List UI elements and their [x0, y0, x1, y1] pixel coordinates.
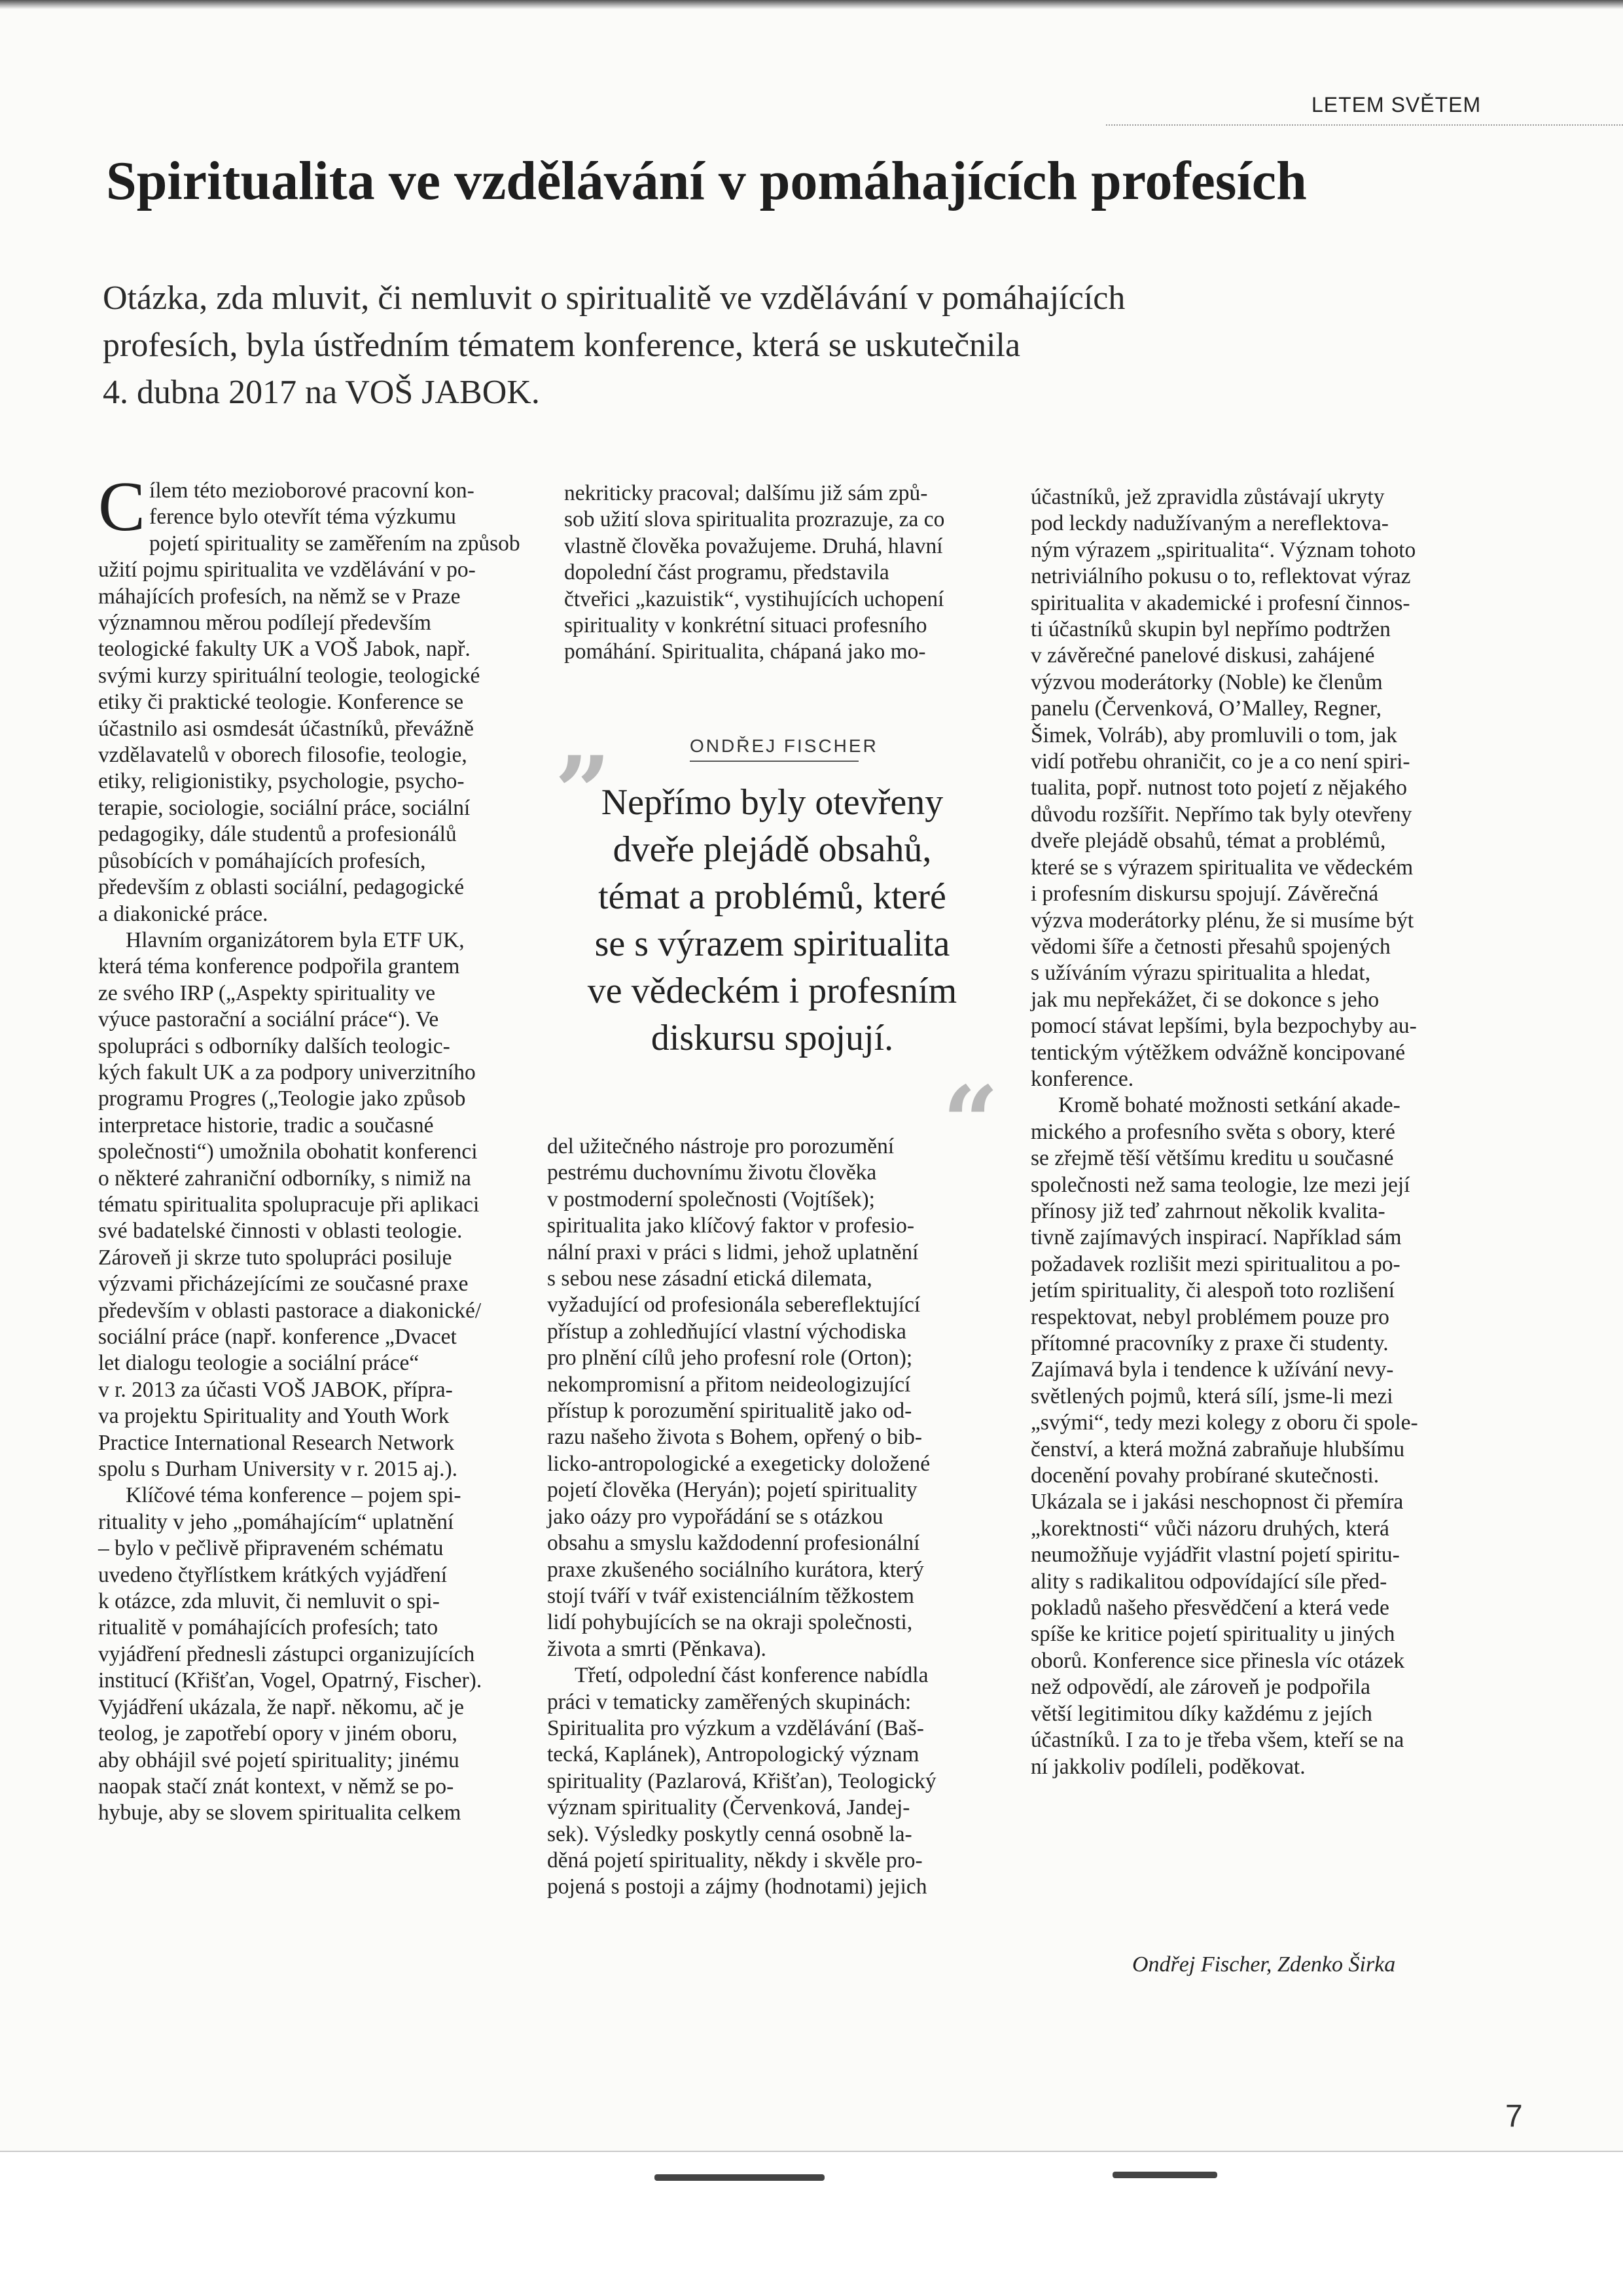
text-line: teologické fakulty UK a VOŠ Jabok, např. — [98, 637, 471, 662]
text-line: máhajících profesích, na němž se v Praze — [98, 584, 461, 609]
text-line: ílem této mezioborové pracovní kon- — [149, 478, 474, 503]
text-line: k otázce, zda mluvit, či nemluvit o spi- — [98, 1589, 440, 1614]
pull-quote — [543, 779, 1001, 1062]
text-line: Klíčové téma konference – pojem spi- — [126, 1483, 461, 1508]
text-line: Vyjádření ukázala, že např. někomu, ač je — [98, 1695, 464, 1719]
text-line: razu našeho života s Bohem, opřený o bib- — [547, 1425, 923, 1450]
text-line: spíše ke kritice pojetí spirituality u jiných — [1031, 1622, 1395, 1647]
text-line: pomocí stávat lepšími, byla bezpochyby au- — [1031, 1014, 1417, 1039]
section-label: LETEM SVĚTEM — [1311, 93, 1482, 117]
text-line: ní jakkoliv podíleli, poděkovat. — [1031, 1754, 1306, 1779]
text-line: pro plnění cílů jeho profesní role (Orton); — [547, 1346, 913, 1371]
text-line: nální praxi v práci s lidmi, jehož uplatnění — [547, 1240, 919, 1265]
text-line: naopak stačí znát kontext, v němž se po- — [98, 1774, 454, 1799]
text-line: především z oblasti sociální, pedagogické — [98, 875, 465, 900]
quote-open-icon: „ — [556, 679, 613, 794]
page-number: 7 — [1505, 2099, 1523, 2134]
text-line: Třetí, odpolední část konference nabídla — [575, 1663, 929, 1688]
text-line: spirituality (Pazlarová, Křišťan), Teologický — [547, 1768, 936, 1793]
text-line: požadavek rozlišit mezi spiritualitou a po- — [1031, 1251, 1400, 1276]
text-line: aby obhájil své pojetí spirituality; jinému — [98, 1748, 459, 1772]
drop-cap: C — [98, 468, 146, 546]
text-line: větší legitimitou díky každému z jejích — [1031, 1701, 1372, 1726]
scan-bottom-area — [0, 2152, 1623, 2296]
text-line: hybuje, aby se slovem spiritualita celkem — [98, 1801, 461, 1825]
text-line: del užitečného nástroje pro porozumění — [547, 1134, 895, 1158]
text-line: čenství, a která možná zabraňuje hlubšímu — [1031, 1437, 1405, 1462]
text-line: nekompromisní a přitom neideologizující — [547, 1372, 911, 1397]
text-line: tentickým výtěžkem odvážně koncipované — [1031, 1040, 1406, 1065]
pull-quote-line: diskursu spojují. — [651, 1018, 894, 1058]
text-line: etiky, religionistiky, psychologie, psycho- — [98, 769, 465, 794]
column-2-top — [564, 480, 996, 666]
text-line: teolog, je zapotřebí opory v jiném oboru, — [98, 1721, 457, 1746]
text-line: spolu s Durham University v r. 2015 aj.). — [98, 1457, 457, 1482]
text-line: s užíváním výrazu spiritualita a hledat, — [1031, 961, 1371, 986]
text-line: důvodu rozšířit. Nepřímo tak byly otevřeny — [1031, 802, 1412, 827]
scan-top-edge — [0, 0, 1623, 9]
text-line: výzvou moderátorky (Noble) ke členům — [1031, 670, 1383, 694]
text-line: panelu (Červenková, O’Malley, Regner, — [1031, 696, 1382, 721]
text-line: společnosti než sama teologie, lze mezi její — [1031, 1172, 1410, 1197]
text-line: oborů. Konference sice přinesla víc otázek — [1031, 1648, 1405, 1673]
text-line: konference. — [1031, 1066, 1134, 1091]
text-line: svými kurzy spirituální teologie, teologické — [98, 663, 480, 688]
text-line: vyžadující od profesionála sebereflektující — [547, 1293, 921, 1318]
text-line: společnosti“) umožnila obohatit konferenci — [98, 1139, 478, 1164]
text-line: práci v tematicky zaměřených skupinách: — [547, 1689, 912, 1714]
pull-quote-line: ve vědeckém i profesním — [587, 971, 957, 1011]
text-line: přístup a zohledňující vlastní východiska — [547, 1319, 906, 1344]
text-line: i profesním diskursu spojují. Závěrečná — [1031, 882, 1379, 906]
text-line: ality s radikalitou odpovídající síle před- — [1031, 1569, 1387, 1594]
lead-line: Otázka, zda mluvit, či nemluvit o spiritualitě ve vzdělávání v pomáhajících — [103, 279, 1126, 317]
text-line: tecká, Kaplánek), Antropologický význam — [547, 1742, 919, 1767]
text-line: kých fakult UK a za podpory univerzitního — [98, 1060, 476, 1085]
text-line: spiritualita jako klíčový faktor v profesio- — [547, 1213, 914, 1238]
pull-quote-line: Nepřímo byly otevřeny — [601, 782, 944, 823]
text-line: praxe zkušeného sociálního kurátora, který — [547, 1557, 924, 1582]
text-line: etiky či praktické teologie. Konference se — [98, 690, 464, 715]
article-lead — [103, 275, 1412, 416]
article-signature: Ondřej Fischer, Zdenko Širka — [1132, 1952, 1396, 1977]
text-line: přítomné pracovníky z praxe či studenty. — [1031, 1331, 1389, 1355]
text-line: vlastně člověka považujeme. Druhá, hlavní — [564, 533, 943, 558]
text-line: účastnilo asi osmdesát účastníků, převážně — [98, 716, 474, 741]
text-line: pojená s postoji a zájmy (hodnotami) jejich — [547, 1874, 927, 1899]
text-line: Ukázala se i jakási neschopnost či přemíra — [1031, 1490, 1404, 1515]
text-line: – bylo v pečlivě připraveném schématu — [98, 1536, 444, 1561]
text-line: účastníků. I za to je třeba všem, kteří se na — [1031, 1728, 1404, 1753]
text-line: interpretace historie, tradic a současné — [98, 1113, 434, 1138]
text-line: docenění povahy probírané skutečnosti. — [1031, 1463, 1380, 1488]
text-line: své badatelské činnosti v oblasti teologie. — [98, 1219, 463, 1244]
text-line: vidí potřebu ohraničit, co je a co není spiri- — [1031, 749, 1410, 774]
text-line: nekriticky pracoval; dalšímu již sám způ- — [564, 481, 928, 505]
text-line: a diakonické práce. — [98, 901, 268, 926]
text-line: neumožňuje vyjádřit vlastní pojetí spiritu- — [1031, 1543, 1400, 1568]
text-line: sob užití slova spiritualita prozrazuje, za co — [564, 507, 945, 532]
text-line: vědomi šíře a četnosti přesahů spojených — [1031, 934, 1391, 959]
text-line: va projektu Spirituality and Youth Work — [98, 1404, 450, 1429]
column-1 — [98, 468, 543, 1827]
pull-quote-line: se s výrazem spiritualita — [594, 924, 950, 964]
text-line: licko-antropologické a exegeticky doložené — [547, 1451, 931, 1476]
text-line: ference bylo otevřít téma výzkumu — [149, 505, 456, 529]
text-line: netriviálního pokusu o to, reflektovat výraz — [1031, 564, 1411, 589]
text-line: spirituality v konkrétní situaci profesního — [564, 613, 927, 638]
text-line: především v oblasti pastorace a diakonické/ — [98, 1298, 482, 1323]
text-line: institucí (Křišťan, Vogel, Opatrný, Fischer). — [98, 1668, 482, 1693]
text-line: mického a profesního světa s obory, které — [1031, 1119, 1395, 1144]
text-line: terapie, sociologie, sociální práce, sociální — [98, 795, 471, 820]
text-line: dveře plejádě obsahů, témat a problémů, — [1031, 829, 1386, 853]
text-line: výuce pastorační a sociální práce“). Ve — [98, 1007, 439, 1032]
text-line: přínosy již teď zahrnout několik kvalita- — [1031, 1198, 1385, 1223]
text-line: „korektnosti“ vůči názoru druhých, která — [1031, 1516, 1389, 1541]
text-line: účastníků, jež zpravidla zůstávají ukryty — [1031, 485, 1385, 509]
text-line: s sebou nese zásadní etická dilemata, — [547, 1266, 872, 1291]
pull-quote-line: témat a problémů, které — [598, 876, 946, 917]
text-line: které se s výrazem spiritualita ve vědeckém — [1031, 855, 1414, 880]
text-line: „svými“, tedy mezi kolegy z oboru či spole- — [1031, 1410, 1418, 1435]
text-line: v závěrečné panelové diskusi, zahájené — [1031, 643, 1375, 668]
article-title: Spiritualita ve vzdělávání v pomáhajících profesích — [106, 151, 1307, 211]
text-line: jak mu nepřekážet, či se dokonce s jeho — [1031, 987, 1380, 1012]
text-line: pomáhání. Spiritualita, chápaná jako mo- — [564, 639, 926, 664]
text-line: Zajímavá byla i tendence k užívání nevy- — [1031, 1357, 1394, 1382]
text-line: rituality v jeho „pomáhajícím“ uplatnění — [98, 1509, 454, 1534]
text-line: Kromě bohaté možnosti setkání akade- — [1058, 1093, 1400, 1118]
text-line: význam spirituality (Červenková, Jandej- — [547, 1795, 910, 1820]
quote-close-icon: “ — [942, 1065, 999, 1180]
text-line: ným výrazem „spiritualita“. Význam tohoto — [1031, 537, 1416, 562]
text-line: výzva moderátorky plénu, že si musíme být — [1031, 908, 1414, 933]
text-line: jetím spirituality, či alespoň toto rozlišení — [1031, 1278, 1395, 1303]
column-2-bottom — [547, 1134, 992, 1901]
text-line: tivně zajímavých inspirací. Například sám — [1031, 1225, 1402, 1250]
text-line: sek). Výsledky poskytly cenná osobně la- — [547, 1821, 912, 1846]
text-line: světlených pojmů, která sílí, jsme-li mezi — [1031, 1384, 1393, 1408]
text-line: významnou měrou podílejí především — [98, 611, 431, 636]
text-line: pod leckdy nadužívaným a nereflektova- — [1031, 511, 1389, 536]
text-line: ze svého IRP („Aspekty spirituality ve — [98, 980, 436, 1005]
text-line: pestrému duchovnímu životu člověka — [547, 1160, 877, 1185]
text-line: dopolední část programu, představila — [564, 560, 889, 585]
text-line: respektovat, nebyl problémem pouze pro — [1031, 1304, 1389, 1329]
text-line: než odpovědí, ale zároveň je podpořila — [1031, 1675, 1371, 1700]
text-line: Šimek, Volráb), aby promluvili o tom, jak — [1031, 723, 1397, 747]
text-line: Practice International Research Network — [98, 1430, 455, 1455]
text-line: sociální práce (např. konference „Dvacet — [98, 1325, 457, 1349]
text-line: působících v pomáhajících profesích, — [98, 848, 426, 873]
text-line: tématu spiritualita spolupracuje při aplikaci — [98, 1192, 480, 1217]
text-line: života a smrti (Pěnkava). — [547, 1636, 766, 1661]
text-line: vzdělavatelů v oborech filosofie, teologie, — [98, 743, 467, 768]
pull-quote-author: ONDŘEJ FISCHER — [690, 736, 878, 756]
text-line: stojí tváří v tvář existenciálním těžkostem — [547, 1583, 914, 1608]
text-line: uvedeno čtyřlístkem krátkých vyjádření — [98, 1562, 448, 1587]
text-line: o některé zahraniční odborníky, s nimiž na — [98, 1166, 471, 1191]
text-line: Spiritualita pro výzkum a vzdělávání (Baš- — [547, 1715, 924, 1740]
text-line: tualita, popř. nutnost toto pojetí z nějakého — [1031, 776, 1407, 800]
text-line: jako oázy pro vypořádání se s otázkou — [547, 1504, 883, 1529]
text-line: v r. 2013 za účasti VOŠ JABOK, přípra- — [98, 1377, 453, 1402]
text-line: lidí pohybujících se na okraji společnosti, — [547, 1610, 913, 1635]
text-line: pokladů našeho přesvědčení a která vede — [1031, 1596, 1389, 1621]
text-line: Zároveň ji skrze tuto spolupráci posiluje — [98, 1245, 452, 1270]
text-line: Hlavním organizátorem byla ETF UK, — [126, 927, 465, 952]
text-line: programu Progres („Teologie jako způsob — [98, 1086, 466, 1111]
scan-artifact — [654, 2174, 825, 2181]
text-line: vyjádření přednesli zástupci organizujících — [98, 1641, 475, 1666]
text-line: ritualitě v pomáhajících profesích; tato — [98, 1615, 438, 1640]
pull-quote-author-rule — [690, 761, 859, 762]
lead-line: profesích, byla ústředním tématem konference, která se uskutečnila — [103, 327, 1021, 364]
text-line: čtveřici „kazuistik“, vystihujících uchopení — [564, 586, 944, 611]
pull-quote-line: dveře plejádě obsahů, — [613, 829, 932, 870]
text-line: užití pojmu spiritualita ve vzdělávání v po- — [98, 558, 476, 583]
text-line: pojetí spirituality se zaměřením na způsob — [149, 531, 520, 556]
text-line: děná pojetí spirituality, někdy i skvěle pro- — [547, 1848, 923, 1873]
text-line: v postmoderní společnosti (Vojtíšek); — [547, 1187, 875, 1211]
text-line: se zřejmě těší většímu kreditu u současné — [1031, 1146, 1394, 1171]
text-line: přístup k porozumění spiritualitě jako od- — [547, 1399, 912, 1424]
lead-line: 4. dubna 2017 na VOŠ JABOK. — [103, 374, 540, 411]
text-line: pedagogiky, dále studentů a profesionálů — [98, 822, 457, 847]
text-line: obsahu a smyslu každodenní profesionální — [547, 1531, 920, 1556]
text-line: která téma konference podpořila grantem — [98, 954, 460, 979]
text-line: ti účastníků skupin byl nepřímo podtržen — [1031, 617, 1391, 642]
scan-artifact — [1113, 2172, 1217, 2178]
text-line: spolupráci s odborníky dalších teologic- — [98, 1033, 450, 1058]
column-3 — [1031, 484, 1450, 1780]
text-line: pojetí člověka (Heryán); pojetí spirituality — [547, 1478, 918, 1503]
text-line: spiritualita v akademické i profesní činnos- — [1031, 590, 1410, 615]
text-line: výzvami přicházejícími ze současné praxe — [98, 1272, 469, 1297]
section-rule — [1106, 124, 1623, 126]
text-line: let dialogu teologie a sociální práce“ — [98, 1351, 419, 1376]
